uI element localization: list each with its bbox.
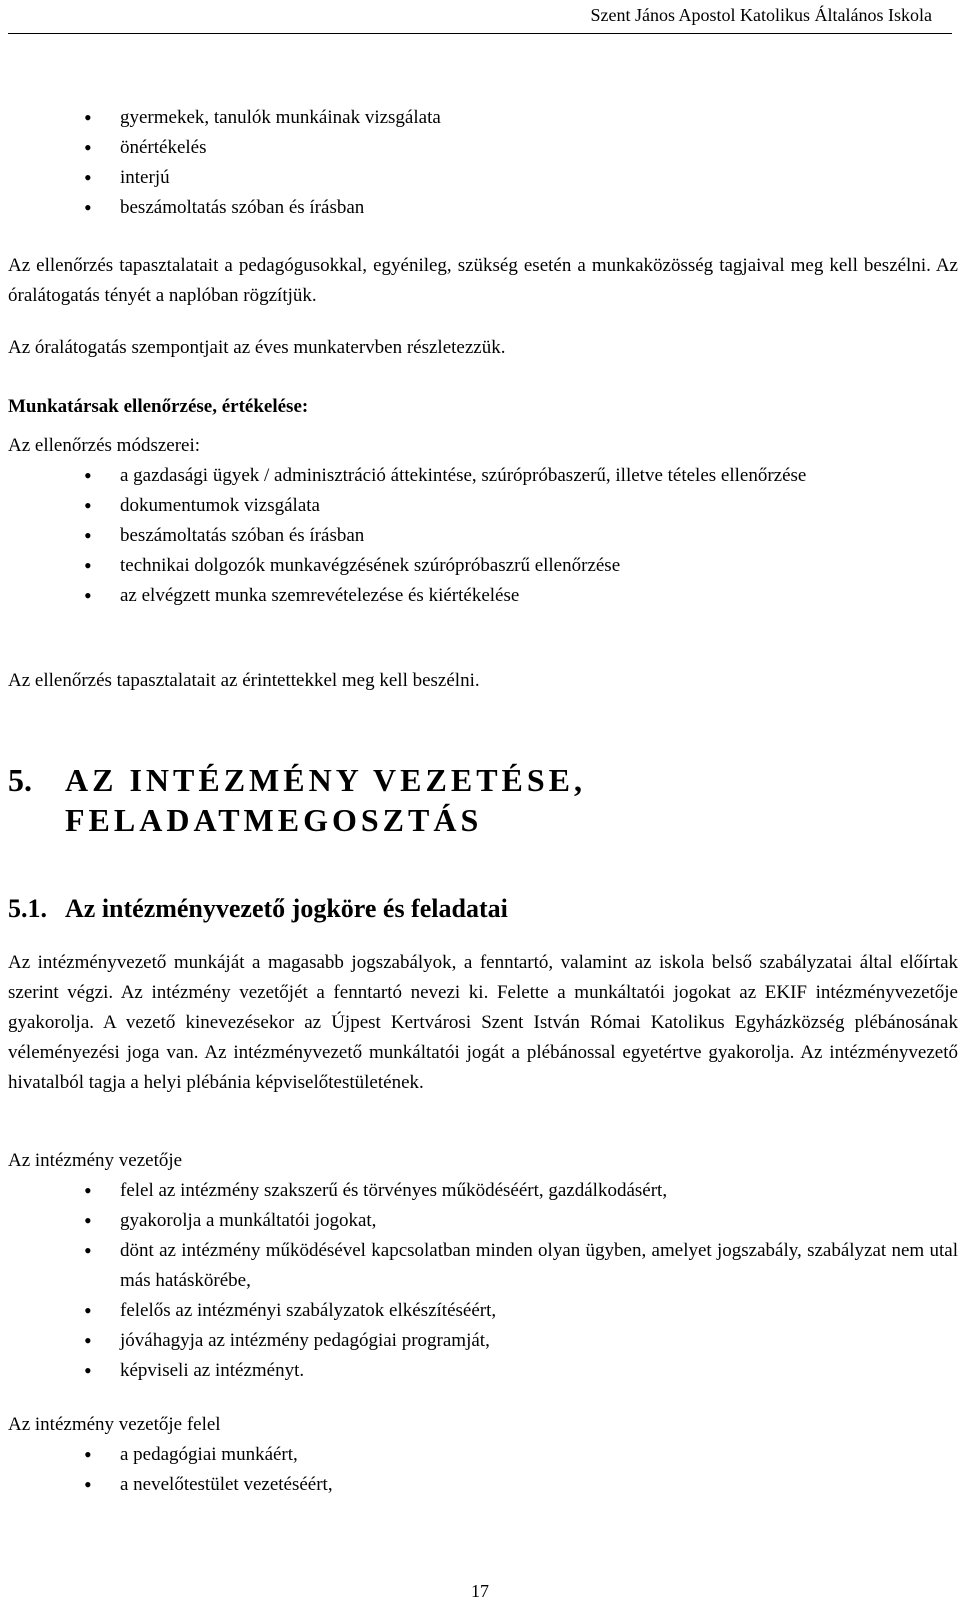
running-header: Szent János Apostol Katolikus Általános Iskola [590, 5, 932, 25]
leader-resp-list [8, 1440, 958, 1500]
methods-label: Az ellenőrzés módszerei: [8, 435, 201, 456]
paragraph: Az óralátogatás szempontjait az éves munkatervben részletezzük. [8, 337, 506, 358]
subheading-staff: Munkatársak ellenőrzése, értékelése: [8, 396, 309, 417]
chapter-number: 5. [8, 762, 32, 798]
page-number: 17 [471, 1581, 489, 1601]
list-item: • technikai dolgozók munkavégzésének szúrópróbaszrű ellenőrzése [8, 551, 958, 581]
section-title: Az intézményvezető jogköre és feladatai [65, 894, 508, 923]
chapter-heading [8, 760, 958, 840]
list-item: • gyakorolja a munkáltatói jogokat, [8, 1206, 958, 1236]
list-item: • önértékelés [8, 133, 958, 163]
list-item: • a nevelőtestület vezetéséért, [8, 1470, 958, 1500]
header-rule [8, 33, 952, 34]
list-item: • a gazdasági ügyek / adminisztráció áttekintése, szúrópróbaszerű, illetve tételes ellenőrzése [8, 461, 958, 491]
leader-label: Az intézmény vezetője [8, 1150, 183, 1171]
section-heading [8, 893, 958, 925]
list-item: • beszámoltatás szóban és írásban [8, 521, 958, 551]
inspection-methods-list [8, 103, 958, 223]
list-item: • dönt az intézmény működésével kapcsolatban minden olyan ügyben, amelyet jogszabály, szabályzat nem utal más hatáskörébe, [8, 1236, 958, 1296]
list-item: • felelős az intézményi szabályzatok elkészítéséért, [8, 1296, 958, 1326]
chapter-title-line1: AZ INTÉZMÉNY VEZETÉSE, [65, 762, 587, 798]
leader-duties-list [8, 1176, 958, 1386]
leader-resp-label: Az intézmény vezetője felel [8, 1414, 221, 1435]
paragraph: Az ellenőrzés tapasztalatait a pedagógusokkal, egyénileg, szükség esetén a munkaközösség tagjaival meg kell beszélni. Az óralátogatás tényét a naplóban rögzítjük. [8, 255, 958, 306]
chapter-title-line2: FELADATMEGOSZTÁS [65, 802, 483, 838]
paragraph: Az ellenőrzés tapasztalatait az érintettekkel meg kell beszélni. [8, 670, 480, 691]
staff-methods-list [8, 461, 958, 611]
list-item: • jóváhagyja az intézmény pedagógiai programját, [8, 1326, 958, 1356]
list-item: • interjú [8, 163, 958, 193]
list-item: • az elvégzett munka szemrevételezése és kiértékelése [8, 581, 958, 611]
list-item: • beszámoltatás szóban és írásban [8, 193, 958, 223]
list-item: • képviseli az intézményt. [8, 1356, 958, 1386]
section-number: 5.1. [8, 894, 47, 923]
list-item: • gyermekek, tanulók munkáinak vizsgálata [8, 103, 958, 133]
paragraph: Az intézményvezető munkáját a magasabb jogszabályok, a fenntartó, valamint az iskola belső szabályzatai által előírtak szerint végzi. Az intézmény vezetőjét a fenntartó nevezi ki. Felette a munkáltatói jogokat az EKIF intézményvezetője gyakorolja. A vezető kinevezésekor az Újpest Kertvárosi Szent István Római Katolikus Egyházközség plébánosának véleményezési joga van. Az intézményvezető munkáltatói jogát a plébánossal egyetértve gyakorolja. Az intézményvezető hivatalból tagja a helyi plébánia képviselőtestületének. [8, 952, 958, 1093]
list-item: • dokumentumok vizsgálata [8, 491, 958, 521]
list-item: • felel az intézmény szakszerű és törvényes működéséért, gazdálkodásért, [8, 1176, 958, 1206]
list-item: • a pedagógiai munkáért, [8, 1440, 958, 1470]
